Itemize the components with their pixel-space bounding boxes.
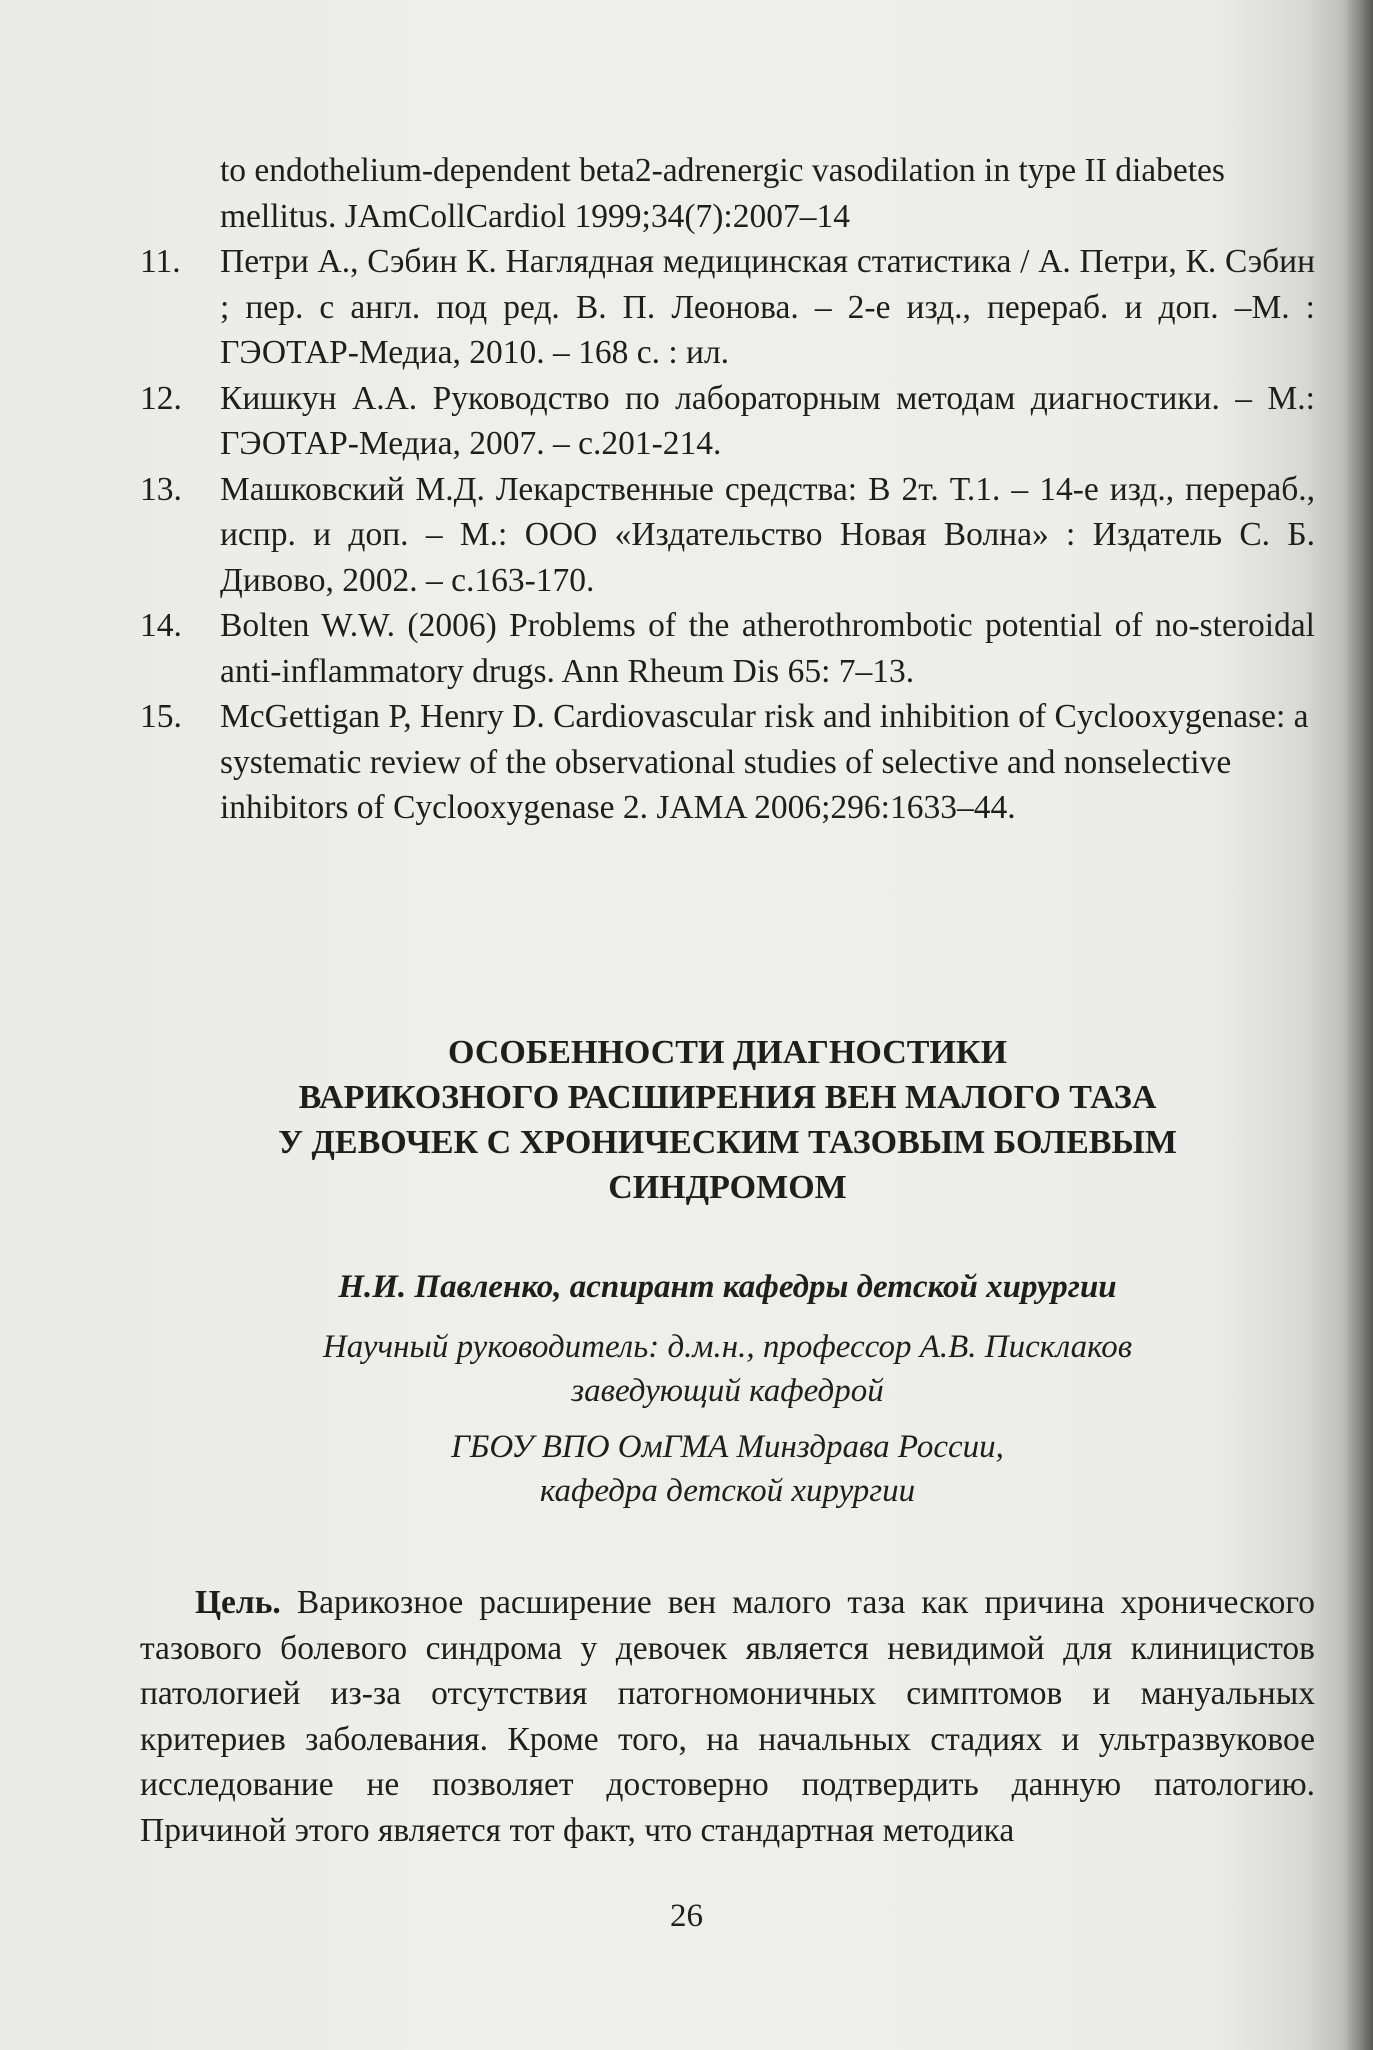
- reference-item: [140, 376, 1315, 467]
- reference-item: [140, 239, 1315, 376]
- reference-number: 14.: [140, 607, 182, 644]
- supervisor-line: Научный руководитель: д.м.н., профессор А.В. Писклаков: [322, 1329, 1133, 1365]
- reference-item: [140, 603, 1315, 694]
- article-affiliation: [140, 1325, 1315, 1513]
- reference-text: Петри А., Сэбин К. Наглядная медицинская статистика / А. Петри, К. Сэбин ; пер. с англ. под ред. В. П. Леонова. – 2-е изд., перераб. и доп. –М. : ГЭОТАР-Медиа, 2010. – 168 с. : ил.: [220, 243, 1315, 371]
- reference-text: McGettigan P, Henry D. Cardiovascular risk and inhibition of Cyclooxygenase: a systematic review of the observational studies of selective and nonselective inhibitors of Cyclooxygenase 2. JAMA 2006;296:1633–44.: [220, 698, 1309, 826]
- reference-number: 13.: [140, 470, 182, 508]
- article-author: Н.И. Павленко, аспирант кафедры детской хирургии: [338, 1269, 1117, 1305]
- article-title-line: ОСОБЕННОСТИ ДИАГНОСТИКИ: [447, 1034, 1008, 1071]
- department-line: кафедра детской хирургии: [539, 1473, 916, 1509]
- reference-item: [140, 694, 1315, 831]
- reference-number: 12.: [140, 379, 182, 417]
- reference-list: [140, 148, 1315, 831]
- reference-number: 11.: [140, 243, 181, 280]
- reference-text: Bolten W.W. (2006) Problems of the atherothrombotic potential of no-steroidal anti-inflammatory drugs. Ann Rheum Dis 65: 7–13.: [220, 607, 1315, 690]
- article-body-paragraph: [140, 1580, 1315, 1853]
- book-spine-shadow: [1343, 0, 1373, 2050]
- reference-text: Кишкун А.А. Руководство по лабораторным методам диагностики. – М.: ГЭОТАР-Медиа, 2007. – с.201-214.: [220, 379, 1315, 462]
- article-title-line: ВАРИКОЗНОГО РАСШИРЕНИЯ ВЕН МАЛОГО ТАЗА: [298, 1079, 1157, 1116]
- institution-line: ГБОУ ВПО ОмГМА Минздрава России,: [451, 1429, 1004, 1465]
- reference-number: 15.: [140, 698, 182, 735]
- paragraph-lead: Цель.: [195, 1584, 281, 1621]
- page-number: 26: [670, 1898, 703, 1934]
- article-title-line: СИНДРОМОМ: [608, 1169, 847, 1206]
- reference-item: [140, 467, 1315, 604]
- reference-continuation-text: to endothelium-dependent beta2-adrenergic vasodilation in type II diabetes mellitus. JAmCollCardiol 1999;34(7):2007–14: [220, 152, 1225, 235]
- article-title-line: У ДЕВОЧЕК С ХРОНИЧЕСКИМ ТАЗОВЫМ БОЛЕВЫМ: [278, 1124, 1177, 1161]
- article-title: [140, 1030, 1315, 1210]
- reference-continuation: [140, 148, 1315, 239]
- reference-text: Машковский М.Д. Лекарственные средства: В 2т. Т.1. – 14-е изд., перераб., испр. и доп. – М.: ООО «Издательство Новая Волна» : Издатель С. Б. Дивово, 2002. – с.163-170.: [220, 470, 1315, 599]
- supervisor-position: заведующий кафедрой: [571, 1373, 884, 1409]
- paragraph-text: Варикозное расширение вен малого таза как причина хронического тазового болевого синдрома у девочек является невидимой для клиницистов патологией из-за отсутствия патогномоничных симптомов и мануальных критериев заболевания. Кроме того, на начальных стадиях и ультразвуковое исследование не позволяет достоверно подтвердить данную патологию. Причиной этого является тот факт, что стандартная методика: [140, 1584, 1315, 1849]
